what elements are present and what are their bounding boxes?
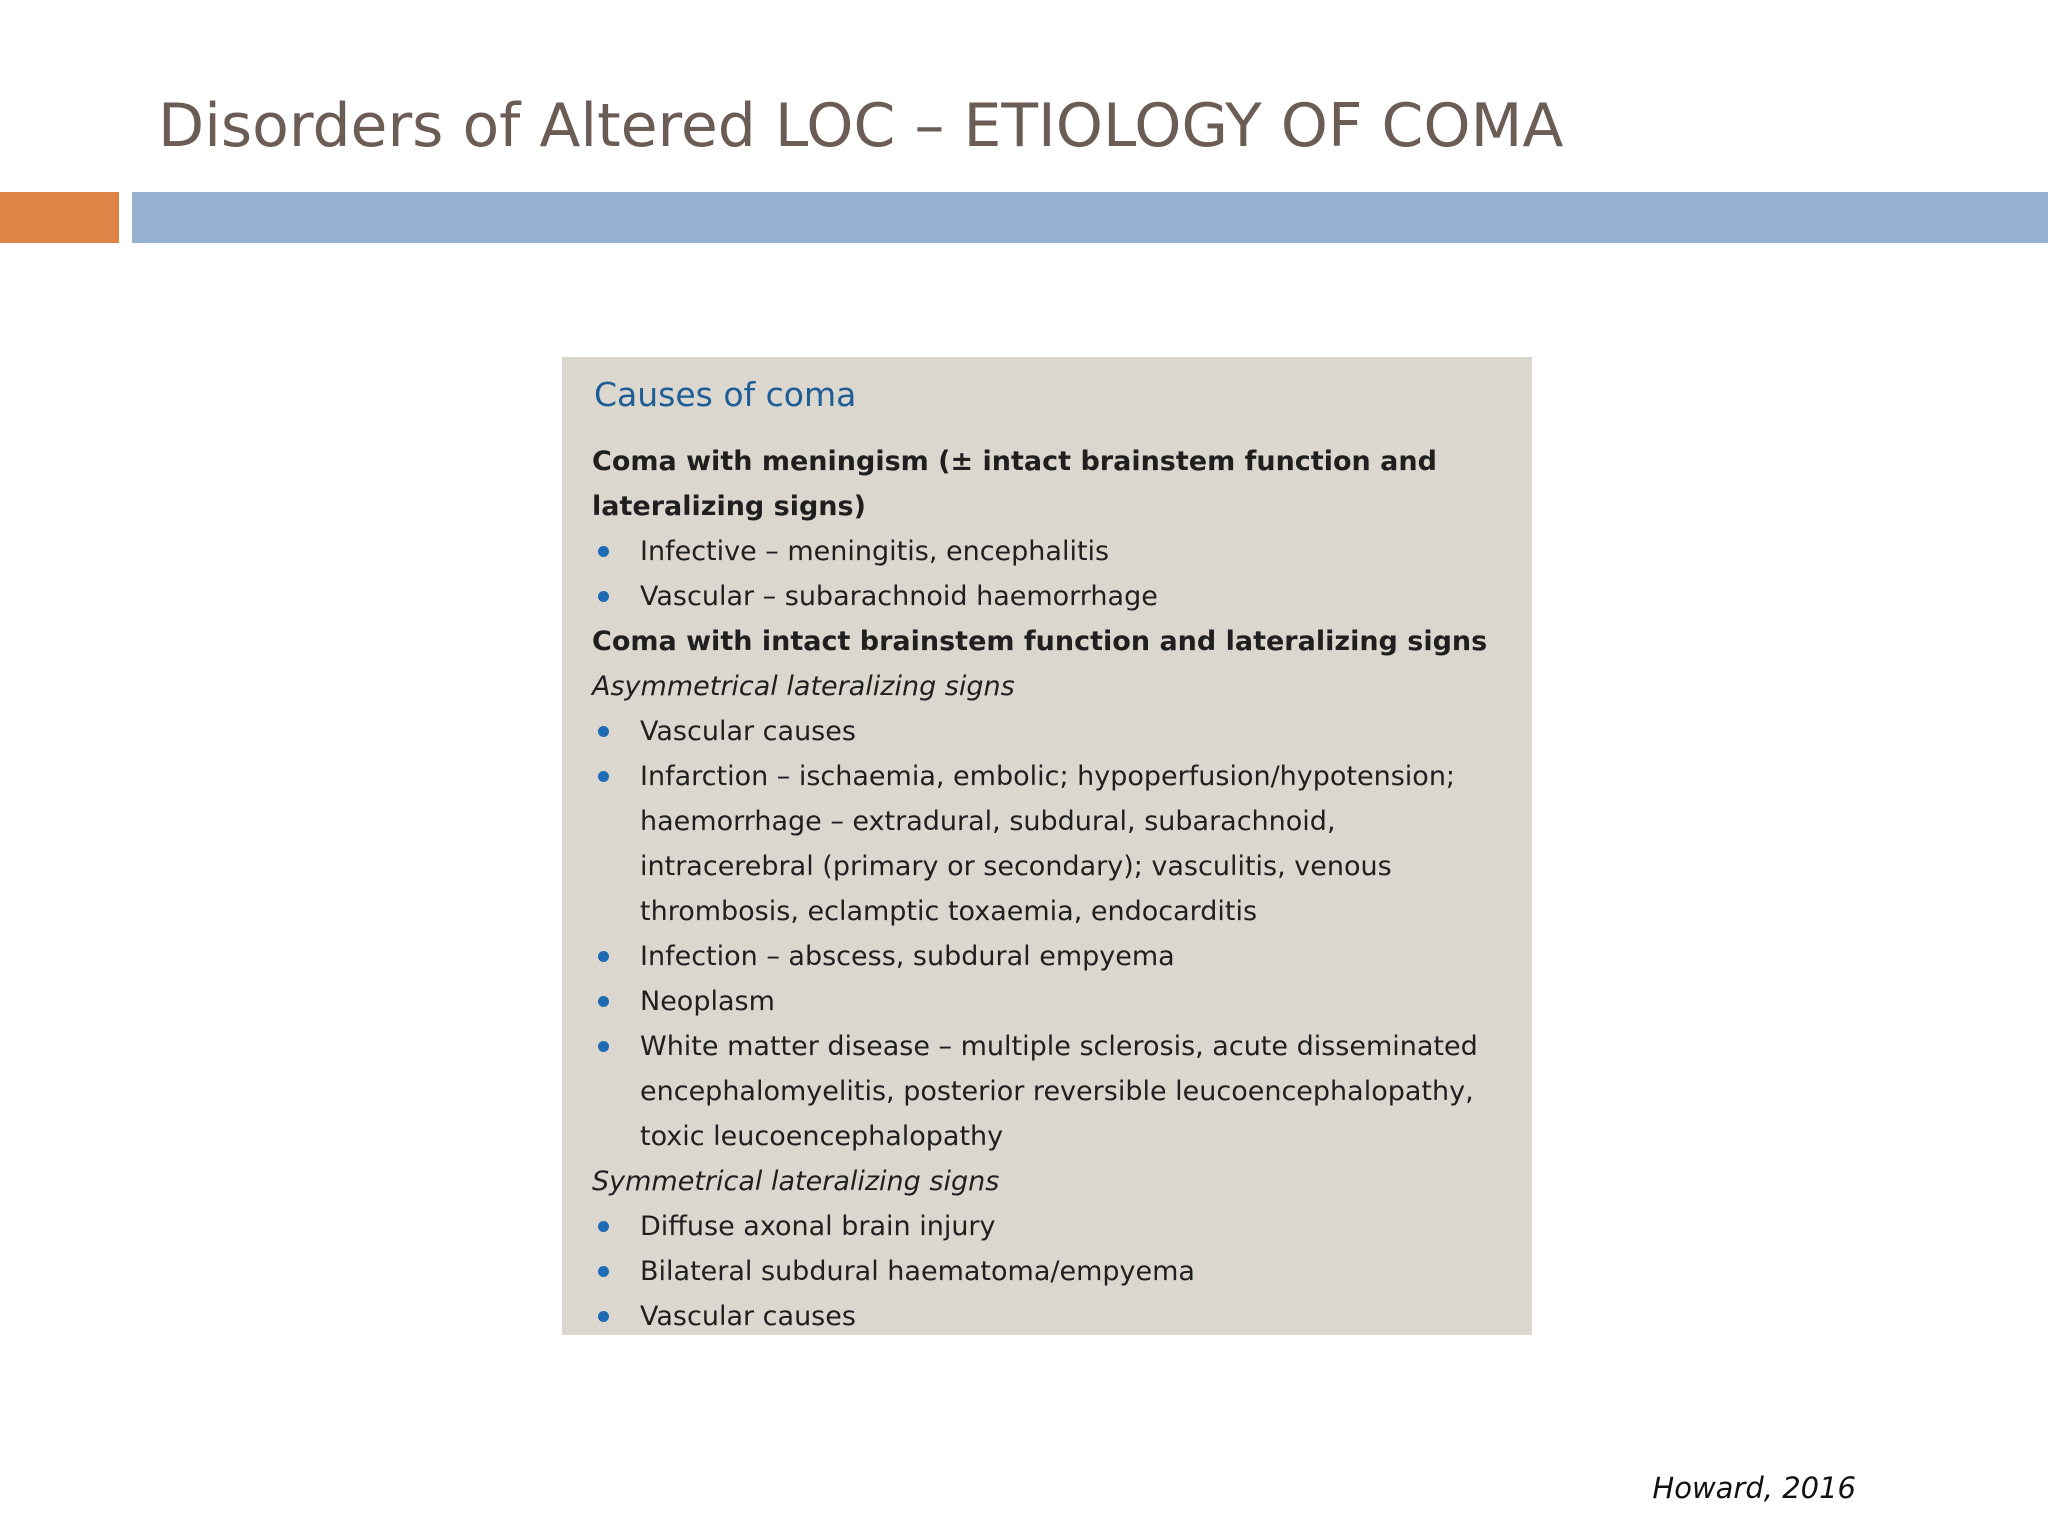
bullet-icon (598, 726, 609, 737)
list-item (592, 709, 1502, 754)
list-item (592, 1204, 1502, 1249)
list-item (592, 1294, 1502, 1339)
meningism-heading: Coma with meningism (± intact brainstem function and lateralizing signs) (592, 446, 1437, 522)
list-item (592, 1249, 1502, 1294)
list-item (592, 1024, 1502, 1159)
bullet-icon (598, 1266, 609, 1277)
list-item-text: Infarction – ischaemia, embolic; hypoperfusion/hypotension; haemorrhage – extradural, subdural, subarachnoid, intracerebral (primary or secondary); vasculitis, venous thrombosis, eclamptic toxaemia, endocarditis (640, 761, 1456, 927)
list-item-text: Diffuse axonal brain injury (640, 1211, 996, 1242)
list-item-text: Vascular causes (640, 716, 856, 747)
bullet-icon (598, 771, 609, 782)
list-item (592, 934, 1502, 979)
title-accent-bar-blue (132, 192, 2048, 243)
slide-title: Disorders of Altered LOC – ETIOLOGY OF COMA (158, 91, 1564, 161)
list-item (592, 979, 1502, 1024)
list-item (592, 754, 1502, 934)
list-item-text: Neoplasm (640, 986, 775, 1017)
symmetrical-signs-label: Symmetrical lateralizing signs (592, 1166, 1000, 1197)
bullet-icon (598, 1041, 609, 1052)
bullet-icon (598, 951, 609, 962)
bullet-icon (598, 996, 609, 1007)
bullet-icon (598, 1311, 609, 1322)
list-item-text: Infective – meningitis, encephalitis (640, 536, 1110, 567)
list-item-text: Vascular – subarachnoid haemorrhage (640, 581, 1158, 612)
list-item-text: White matter disease – multiple sclerosis, acute disseminated encephalomyelitis, posterior reversible leucoencephalopathy, toxic leucoencephalopathy (640, 1031, 1478, 1152)
list-item (592, 574, 1502, 619)
bullet-icon (598, 1221, 609, 1232)
causes-of-coma-table (562, 357, 1532, 1335)
causes-table-title: Causes of coma (594, 375, 857, 414)
intact-brainstem-heading: Coma with intact brainstem function and lateralizing signs (592, 626, 1488, 657)
citation: Howard, 2016 (1652, 1471, 1856, 1505)
list-item (592, 529, 1502, 574)
asymmetrical-signs-label: Asymmetrical lateralizing signs (592, 671, 1015, 702)
bullet-icon (598, 546, 609, 557)
list-item-text: Vascular causes (640, 1301, 856, 1332)
title-accent-bar-orange (0, 192, 119, 243)
list-item-text: Infection – abscess, subdural empyema (640, 941, 1175, 972)
list-item-text: Bilateral subdural haematoma/empyema (640, 1256, 1195, 1287)
bullet-icon (598, 591, 609, 602)
